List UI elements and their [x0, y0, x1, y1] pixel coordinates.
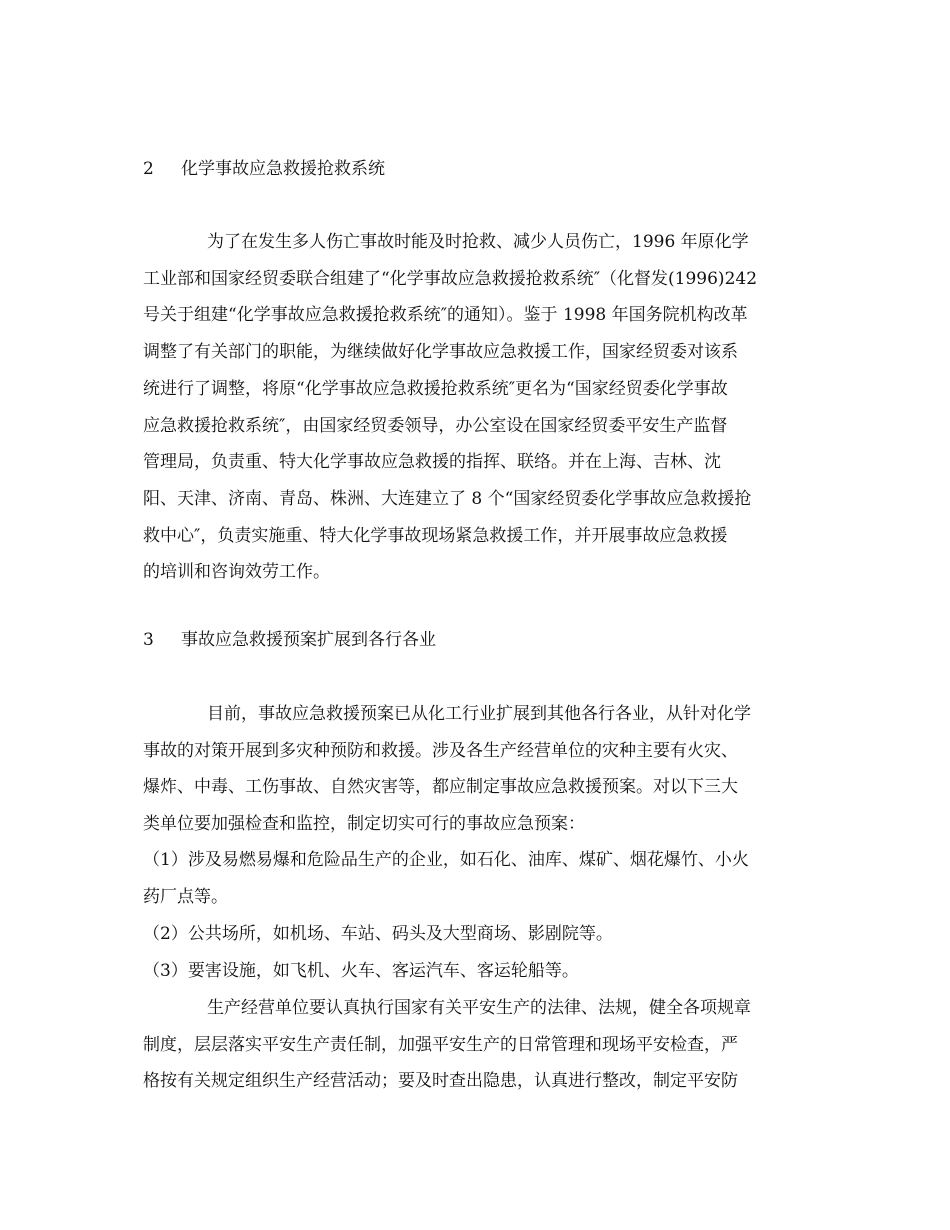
- list-item-line: 药厂点等。: [143, 886, 228, 907]
- paragraph-line: 统进行了调整，将原“化学事故应急救援抢救系统″更名为“国家经贸委化学事故: [143, 378, 728, 399]
- paragraph-line: 目前，事故应急救援预案已从化工行业扩展到其他各行各业，从针对化学: [207, 704, 751, 724]
- paragraph-line: 号关于组建“化学事故应急救援抢救系统″的通知）。鉴于 1998 年国务院机构改革: [143, 305, 748, 326]
- paragraph-line: 类单位要加强检查和监控，制定切实可行的事故应急预案：: [143, 814, 585, 835]
- section-3-paragraph: [143, 696, 808, 843]
- paragraph-line: 为了在发生多人伤亡事故时能及时抢救、减少人员伤亡，1996 年原化学: [207, 232, 749, 252]
- paragraph-line: 生产经营单位要认真执行国家有关平安生产的法律、法规，健全各项规章: [207, 998, 751, 1018]
- paragraph-line: 阳、天津、济南、青岛、株洲、大连建立了 8 个“国家经贸委化学事故应急救援抢: [143, 488, 752, 509]
- section-2-title: 化学事故应急救援抢救系统: [181, 159, 385, 179]
- paragraph-line: 制度，层层落实平安生产责任制，加强平安生产的日常管理和现场平安检查，严: [143, 1034, 738, 1055]
- section-2-paragraph: [143, 224, 808, 591]
- paragraph-line: 调整了有关部门的职能，为继续做好化学事故应急救援工作，国家经贸委对该系: [143, 342, 738, 363]
- section-3-number: 3: [143, 630, 154, 650]
- section-3-heading: [143, 628, 436, 652]
- paragraph-line: 工业部和国家经贸委联合组建了“化学事故应急救援抢救系统″（化督发(1996)242: [143, 268, 758, 289]
- paragraph-line: 的培训和咨询效劳工作。: [143, 562, 330, 583]
- list-item-1: [143, 842, 808, 915]
- paragraph-line: 管理局，负责重、特大化学事故应急救援的指挥、联络。并在上海、吉林、沈: [143, 452, 721, 473]
- list-item-line: （1）涉及易燃易爆和危险品生产的企业，如石化、油库、煤矿、烟花爆竹、小火: [143, 850, 749, 870]
- section-3-paragraph-2: [143, 990, 808, 1100]
- paragraph-line: 事故的对策开展到多灾种预防和救援。涉及各生产经营单位的灾种主要有火灾、: [143, 740, 738, 761]
- paragraph-line: 爆炸、中毒、工伤事故、自然灾害等，都应制定事故应急救援预案。对以下三大: [143, 777, 738, 798]
- list-item-line: （3）要害设施，如飞机、火车、客运汽车、客运轮船等。: [143, 961, 579, 981]
- list-item-3: [143, 953, 808, 990]
- paragraph-line: 格按有关规定组织生产经营活动；要及时查出隐患，认真进行整改，制定平安防: [143, 1071, 738, 1092]
- section-2-heading: [143, 157, 385, 181]
- section-2-number: 2: [143, 159, 154, 179]
- section-3-title: 事故应急救援预案扩展到各行各业: [181, 630, 436, 650]
- list-item-2: [143, 916, 808, 953]
- list-item-line: （2）公共场所，如机场、车站、码头及大型商场、影剧院等。: [143, 924, 613, 944]
- paragraph-line: 应急救援抢救系统″，由国家经贸委领导，办公室设在国家经贸委平安生产监督: [143, 415, 728, 436]
- paragraph-line: 救中心″，负责实施重、特大化学事故现场紧急救援工作，并开展事故应急救援: [143, 525, 728, 546]
